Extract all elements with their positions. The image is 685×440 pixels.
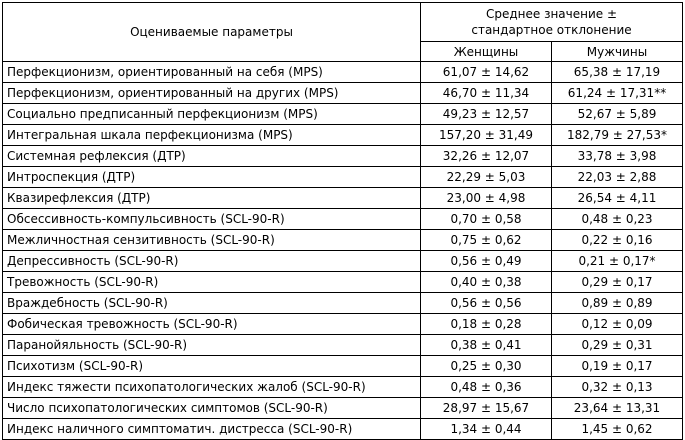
women-value-cell: 0,38 ± 0,41 bbox=[421, 335, 552, 356]
table-row bbox=[3, 272, 683, 293]
table-row bbox=[3, 293, 683, 314]
men-value-cell: 22,03 ± 2,88 bbox=[552, 167, 683, 188]
parameter-cell: Психотизм (SCL-90-R) bbox=[3, 356, 421, 377]
table-row bbox=[3, 62, 683, 83]
men-value-cell: 26,54 ± 4,11 bbox=[552, 188, 683, 209]
parameter-cell: Межличностная сензитивность (SCL-90-R) bbox=[3, 230, 421, 251]
parameter-cell: Системная рефлексия (ДТР) bbox=[3, 146, 421, 167]
women-value-cell: 0,75 ± 0,62 bbox=[421, 230, 552, 251]
table-header bbox=[3, 3, 683, 62]
table-row bbox=[3, 209, 683, 230]
men-value-cell: 182,79 ± 27,53* bbox=[552, 125, 683, 146]
mean-sd-header-line2: стандартное отклонение bbox=[471, 23, 632, 37]
parameter-cell: Депрессивность (SCL-90-R) bbox=[3, 251, 421, 272]
women-value-cell: 0,48 ± 0,36 bbox=[421, 377, 552, 398]
parameter-cell: Интроспекция (ДТР) bbox=[3, 167, 421, 188]
parameters-header: Оцениваемые параметры bbox=[3, 3, 421, 62]
table-row bbox=[3, 230, 683, 251]
women-value-cell: 1,34 ± 0,44 bbox=[421, 419, 552, 440]
men-value-cell: 52,67 ± 5,89 bbox=[552, 104, 683, 125]
men-value-cell: 0,12 ± 0,09 bbox=[552, 314, 683, 335]
women-column-header: Женщины bbox=[421, 42, 552, 62]
table-row bbox=[3, 83, 683, 104]
table-row bbox=[3, 398, 683, 419]
women-value-cell: 0,56 ± 0,49 bbox=[421, 251, 552, 272]
men-value-cell: 0,21 ± 0,17* bbox=[552, 251, 683, 272]
men-value-cell: 33,78 ± 3,98 bbox=[552, 146, 683, 167]
table-row bbox=[3, 356, 683, 377]
women-value-cell: 157,20 ± 31,49 bbox=[421, 125, 552, 146]
parameter-cell: Обсессивность-компульсивность (SCL-90-R) bbox=[3, 209, 421, 230]
parameter-cell: Число психопатологических симптомов (SCL-90-R) bbox=[3, 398, 421, 419]
table-row bbox=[3, 167, 683, 188]
parameter-cell: Паранойяльность (SCL-90-R) bbox=[3, 335, 421, 356]
women-value-cell: 0,70 ± 0,58 bbox=[421, 209, 552, 230]
women-value-cell: 0,18 ± 0,28 bbox=[421, 314, 552, 335]
women-value-cell: 23,00 ± 4,98 bbox=[421, 188, 552, 209]
table-row bbox=[3, 335, 683, 356]
women-value-cell: 32,26 ± 12,07 bbox=[421, 146, 552, 167]
women-value-cell: 0,25 ± 0,30 bbox=[421, 356, 552, 377]
parameter-cell: Социально предписанный перфекционизм (MPS) bbox=[3, 104, 421, 125]
men-value-cell: 0,22 ± 0,16 bbox=[552, 230, 683, 251]
parameter-cell: Враждебность (SCL-90-R) bbox=[3, 293, 421, 314]
men-value-cell: 0,29 ± 0,31 bbox=[552, 335, 683, 356]
men-value-cell: 65,38 ± 17,19 bbox=[552, 62, 683, 83]
table-row bbox=[3, 251, 683, 272]
table-row bbox=[3, 104, 683, 125]
results-table bbox=[2, 2, 683, 440]
men-value-cell: 0,29 ± 0,17 bbox=[552, 272, 683, 293]
table-body bbox=[3, 62, 683, 440]
women-value-cell: 22,29 ± 5,03 bbox=[421, 167, 552, 188]
mean-sd-header-line1: Среднее значение ± bbox=[485, 7, 618, 21]
men-value-cell: 0,19 ± 0,17 bbox=[552, 356, 683, 377]
women-value-cell: 0,56 ± 0,56 bbox=[421, 293, 552, 314]
men-value-cell: 0,89 ± 0,89 bbox=[552, 293, 683, 314]
men-value-cell: 61,24 ± 17,31** bbox=[552, 83, 683, 104]
women-value-cell: 46,70 ± 11,34 bbox=[421, 83, 552, 104]
women-value-cell: 61,07 ± 14,62 bbox=[421, 62, 552, 83]
parameter-cell: Перфекционизм, ориентированный на других (MPS) bbox=[3, 83, 421, 104]
men-value-cell: 1,45 ± 0,62 bbox=[552, 419, 683, 440]
men-value-cell: 0,48 ± 0,23 bbox=[552, 209, 683, 230]
men-value-cell: 0,32 ± 0,13 bbox=[552, 377, 683, 398]
mean-sd-header bbox=[421, 3, 683, 42]
women-value-cell: 49,23 ± 12,57 bbox=[421, 104, 552, 125]
table-row bbox=[3, 125, 683, 146]
parameter-cell: Интегральная шкала перфекционизма (MPS) bbox=[3, 125, 421, 146]
parameter-cell: Тревожность (SCL-90-R) bbox=[3, 272, 421, 293]
parameter-cell: Фобическая тревожность (SCL-90-R) bbox=[3, 314, 421, 335]
table-row bbox=[3, 377, 683, 398]
men-value-cell: 23,64 ± 13,31 bbox=[552, 398, 683, 419]
table-row bbox=[3, 314, 683, 335]
parameter-cell: Перфекционизм, ориентированный на себя (MPS) bbox=[3, 62, 421, 83]
women-value-cell: 0,40 ± 0,38 bbox=[421, 272, 552, 293]
table-row bbox=[3, 146, 683, 167]
parameter-cell: Индекс тяжести психопатологических жалоб (SCL-90-R) bbox=[3, 377, 421, 398]
men-column-header: Мужчины bbox=[552, 42, 683, 62]
table-row bbox=[3, 188, 683, 209]
parameter-cell: Индекс наличного симптоматич. дистресса (SCL-90-R) bbox=[3, 419, 421, 440]
table-row bbox=[3, 419, 683, 440]
parameter-cell: Квазирефлексия (ДТР) bbox=[3, 188, 421, 209]
women-value-cell: 28,97 ± 15,67 bbox=[421, 398, 552, 419]
